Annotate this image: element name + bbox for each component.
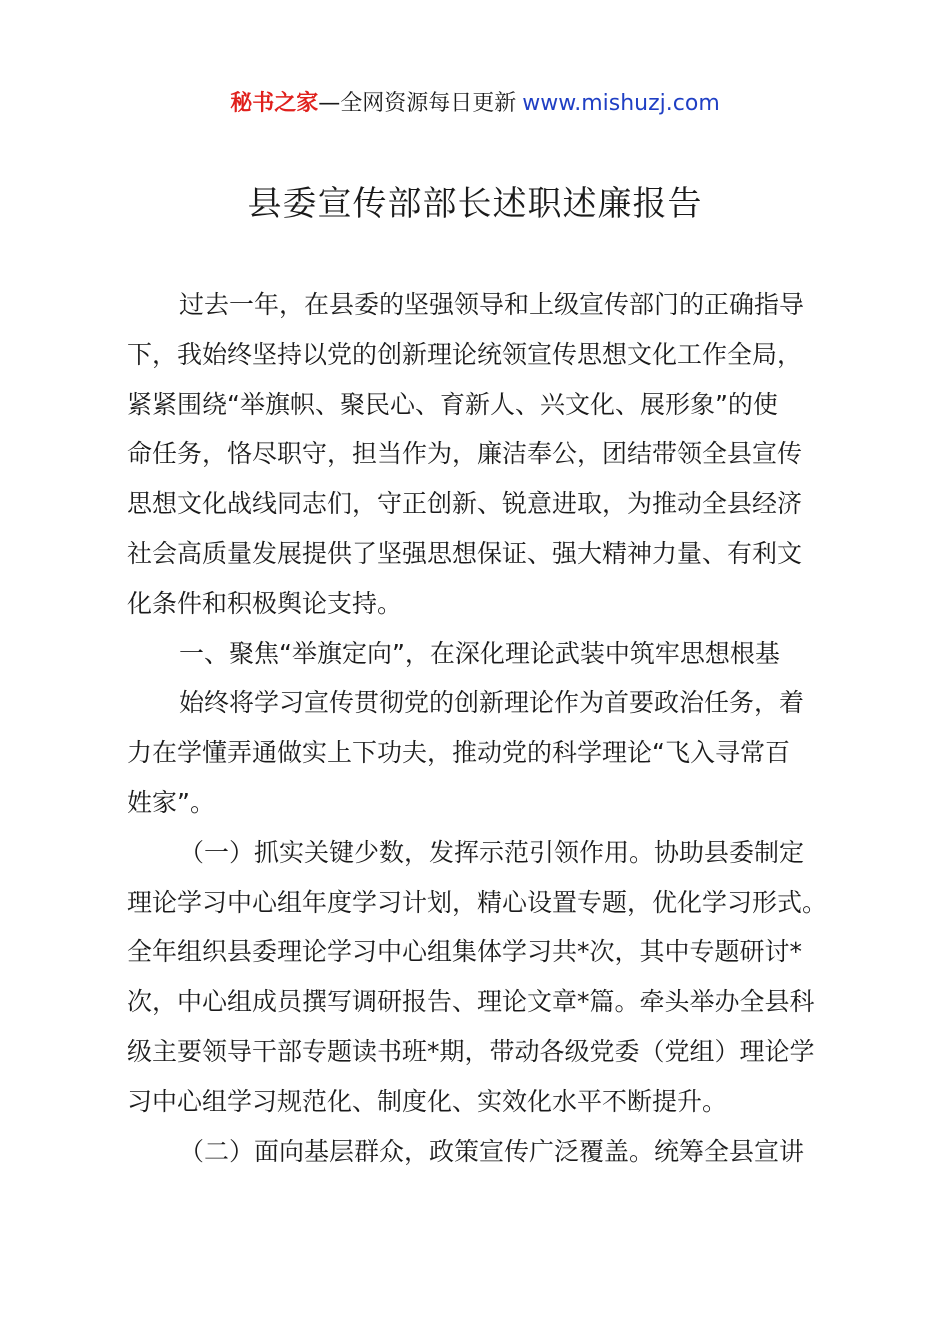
paragraph-line-4: 命任务，恪尽职守，担当作为，廉洁奉公，团结带领全县宣传 <box>127 439 803 469</box>
site-tagline: —全网资源每日更新 <box>318 91 517 116</box>
paragraph-line-6: 社会高质量发展提供了坚强思想保证、强大精神力量、有利文 <box>127 538 803 568</box>
subsection-line-1: （一）抓实关键少数，发挥示范引领作用。协助县委制定 <box>179 837 805 867</box>
site-url-link[interactable]: www.mishuzj.com <box>522 91 720 116</box>
subsection-line-2: （二）面向基层群众，政策宣传广泛覆盖。统筹全县宣讲 <box>179 1136 805 1166</box>
section-heading-1: 一、聚焦“举旗定向”，在深化理论武装中筑牢思想根基 <box>179 638 780 668</box>
document-body <box>127 280 847 1176</box>
paragraph-line-14: 全年组织县委理论学习中心组集体学习共*次，其中专题研讨* <box>127 937 803 967</box>
site-brand: 秘书之家 <box>230 91 319 116</box>
paragraph-line-9: 始终将学习宣传贯彻党的创新理论作为首要政治任务，着 <box>179 688 805 718</box>
paragraph-line-16: 级主要领导干部专题读书班*期，带动各级党委（党组）理论学 <box>127 1036 815 1066</box>
paragraph-line-15: 次，中心组成员撰写调研报告、理论文章*篇。牵头举办全县科 <box>127 987 815 1017</box>
paragraph-line-11: 姓家”。 <box>127 787 215 817</box>
paragraph-line-3: 紧紧围绕“举旗帜、聚民心、育新人、兴文化、展形象”的使 <box>127 389 778 419</box>
site-header <box>0 86 950 122</box>
paragraph-line-17: 习中心组学习规范化、制度化、实效化水平不断提升。 <box>127 1086 728 1116</box>
paragraph-line-7: 化条件和积极舆论支持。 <box>127 588 403 618</box>
paragraph-line-10: 力在学懂弄通做实上下功夫，推动党的科学理论“飞入寻常百 <box>127 738 790 768</box>
paragraph-line-1: 过去一年，在县委的坚强领导和上级宣传部门的正确指导 <box>179 290 805 319</box>
paragraph-line-2: 下，我始终坚持以党的创新理论统领宣传思想文化工作全局， <box>127 339 803 369</box>
document-title: 县委宣传部部长述职述廉报告 <box>247 184 703 224</box>
paragraph-line-13: 理论学习中心组年度学习计划，精心设置专题，优化学习形式。 <box>127 887 828 917</box>
paragraph-line-5: 思想文化战线同志们，守正创新、锐意进取，为推动全县经济 <box>127 489 803 519</box>
